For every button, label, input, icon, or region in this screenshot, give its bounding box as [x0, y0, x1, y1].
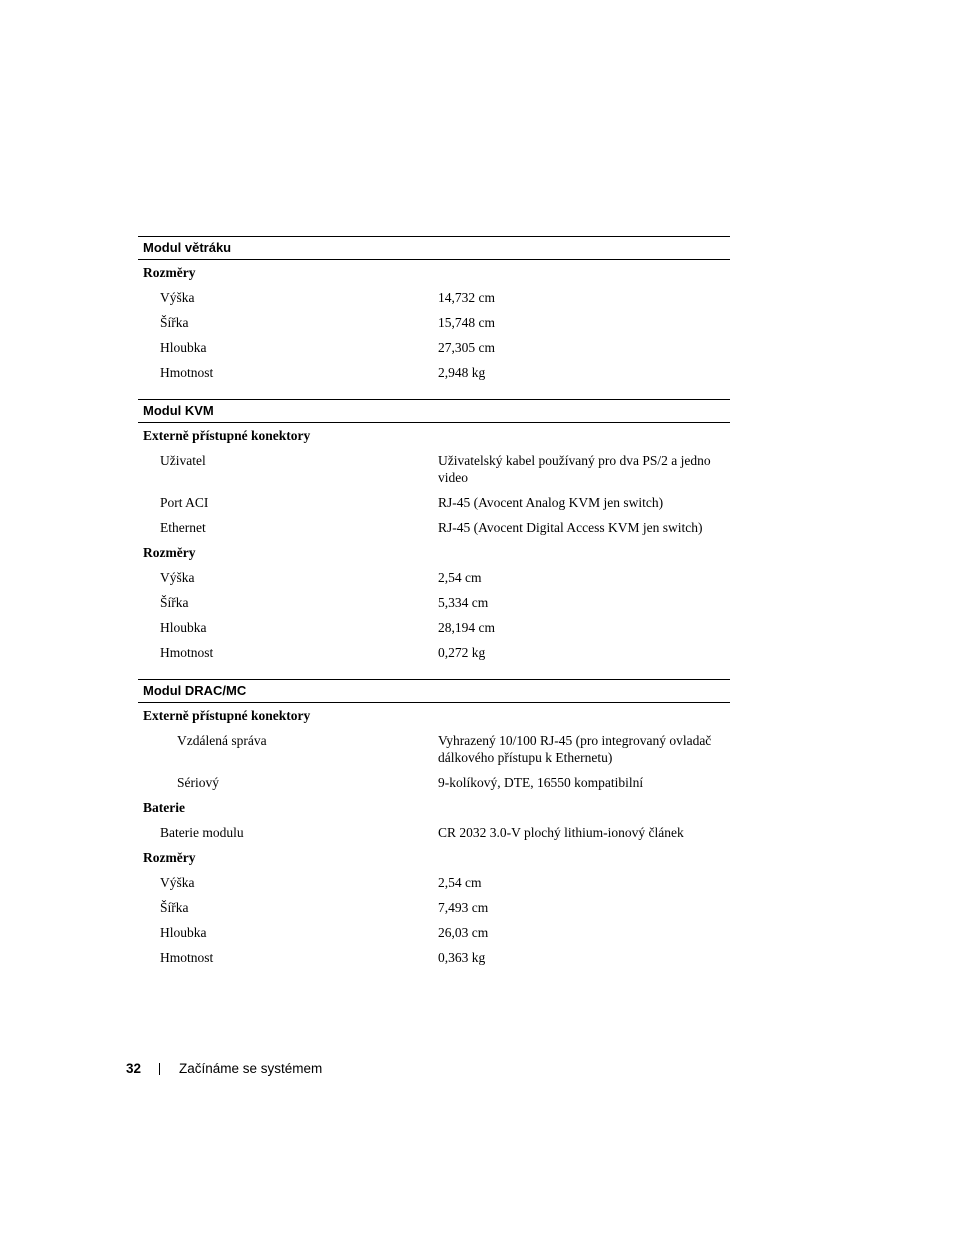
spec-value: Uživatelský kabel používaný pro dva PS/2 a jedno video [438, 453, 711, 485]
spec-label: Šířka [160, 595, 189, 610]
spec-row [138, 728, 730, 770]
spec-value: 2,54 cm [438, 570, 482, 585]
spec-value: 28,194 cm [438, 620, 495, 635]
spec-label: Hloubka [160, 340, 207, 355]
spec-row [138, 895, 730, 920]
spec-row [138, 590, 730, 615]
section-header: Modul KVM [138, 399, 730, 423]
footer-separator [159, 1063, 160, 1075]
spec-row [138, 945, 730, 970]
spec-label: Hmotnost [160, 645, 214, 660]
spec-label: Výška [160, 290, 195, 305]
spec-value: 0,272 kg [438, 645, 486, 660]
spec-group-row [138, 795, 730, 820]
spec-value [438, 427, 730, 444]
spec-row [138, 490, 730, 515]
spec-value: 2,54 cm [438, 875, 482, 890]
spec-group-row [138, 845, 730, 870]
spec-row [138, 285, 730, 310]
spec-value: 15,748 cm [438, 315, 495, 330]
spec-value: CR 2032 3.0-V plochý lithium-ionový článek [438, 825, 684, 840]
spec-row [138, 770, 730, 795]
spec-label: Hloubka [160, 925, 207, 940]
spec-label: Šířka [160, 315, 189, 330]
spec-row [138, 565, 730, 590]
spec-label: Baterie modulu [160, 825, 244, 840]
spec-row [138, 615, 730, 640]
section-header: Modul větráku [138, 236, 730, 260]
spec-label: Hmotnost [160, 365, 214, 380]
spec-value: 5,334 cm [438, 595, 489, 610]
spec-row [138, 640, 730, 665]
spec-group-label: Rozměry [143, 850, 196, 865]
spec-label: Hloubka [160, 620, 207, 635]
spec-row [138, 448, 730, 490]
page-number: 32 [126, 1061, 142, 1076]
spec-value: RJ-45 (Avocent Analog KVM jen switch) [438, 495, 664, 510]
spec-value [438, 544, 730, 561]
page-footer [126, 1061, 322, 1076]
spec-label: Vzdálená správa [177, 733, 267, 748]
spec-label: Výška [160, 570, 195, 585]
spec-value: 2,948 kg [438, 365, 486, 380]
spec-group-label: Baterie [143, 800, 185, 815]
spec-group-label: Rozměry [143, 265, 196, 280]
specifications-table [138, 236, 730, 984]
spec-group-label: Externě přístupné konektory [143, 428, 311, 443]
spec-row [138, 515, 730, 540]
spec-value: 14,732 cm [438, 290, 495, 305]
spec-row [138, 820, 730, 845]
spec-label: Šířka [160, 900, 189, 915]
spec-section [138, 399, 730, 665]
spec-section [138, 236, 730, 385]
spec-label: Port ACI [160, 495, 209, 510]
spec-row [138, 870, 730, 895]
spec-row [138, 360, 730, 385]
section-header: Modul DRAC/MC [138, 679, 730, 703]
spec-value: Vyhrazený 10/100 RJ-45 (pro integrovaný ovladač dálkového přístupu k Ethernetu) [438, 733, 712, 765]
spec-label: Výška [160, 875, 195, 890]
spec-value: RJ-45 (Avocent Digital Access KVM jen switch) [438, 520, 703, 535]
spec-value [438, 849, 730, 866]
spec-value [438, 264, 730, 281]
spec-value: 26,03 cm [438, 925, 489, 940]
spec-label: Uživatel [160, 453, 206, 468]
spec-value: 9-kolíkový, DTE, 16550 kompatibilní [438, 775, 644, 790]
spec-group-label: Rozměry [143, 545, 196, 560]
spec-row [138, 310, 730, 335]
spec-group-row [138, 703, 730, 728]
spec-value [438, 799, 730, 816]
spec-row [138, 920, 730, 945]
spec-value: 0,363 kg [438, 950, 486, 965]
chapter-title: Začínáme se systémem [179, 1061, 323, 1076]
spec-value: 7,493 cm [438, 900, 489, 915]
spec-label: Ethernet [160, 520, 206, 535]
spec-label: Sériový [177, 775, 219, 790]
spec-group-row [138, 260, 730, 285]
spec-label: Hmotnost [160, 950, 214, 965]
spec-group-label: Externě přístupné konektory [143, 708, 311, 723]
spec-value: 27,305 cm [438, 340, 495, 355]
spec-value [438, 707, 730, 724]
spec-group-row [138, 540, 730, 565]
spec-section [138, 679, 730, 970]
spec-row [138, 335, 730, 360]
spec-group-row [138, 423, 730, 448]
